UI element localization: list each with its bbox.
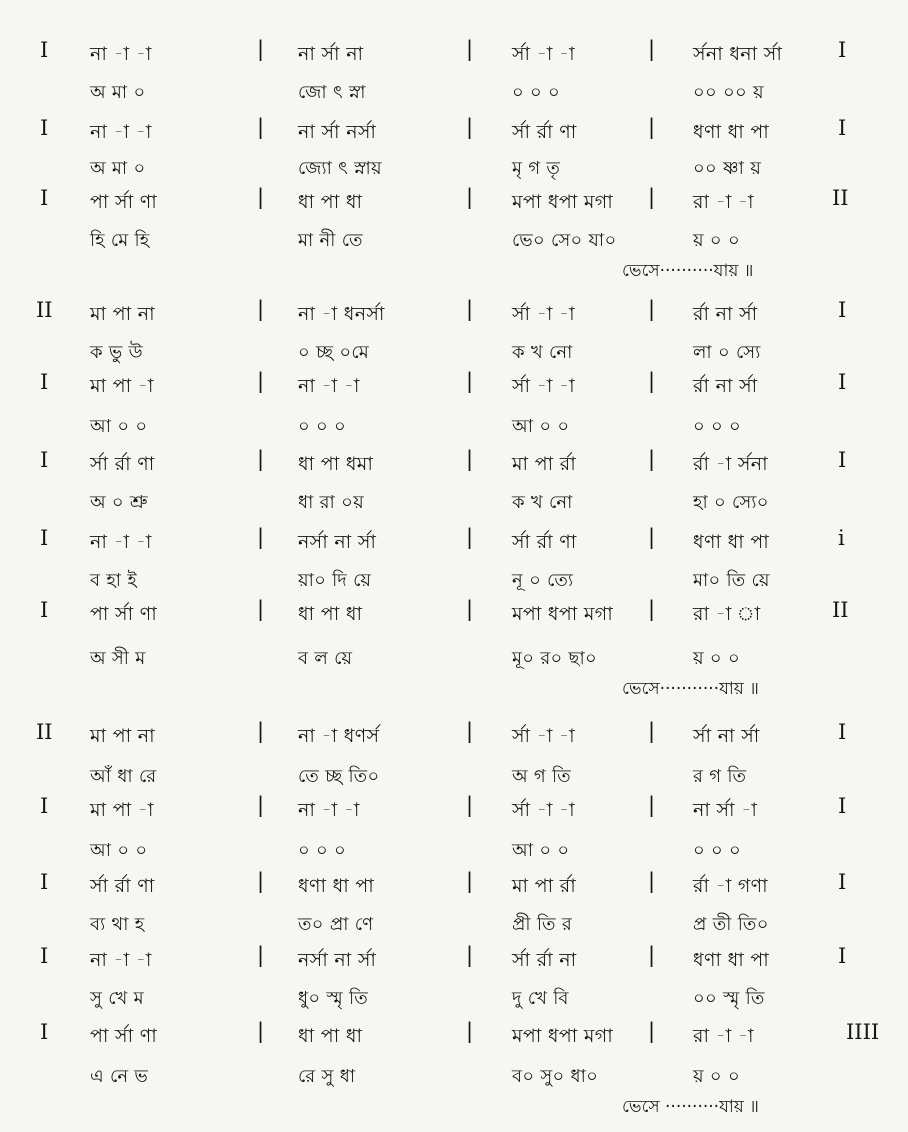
lyric-group: য় ০ ০ bbox=[693, 1066, 740, 1087]
notation-group: পা র্সা ণা bbox=[90, 191, 158, 213]
section-ending: ভেসে··········যায় ॥ bbox=[622, 261, 754, 281]
bar-mark-start: I bbox=[40, 38, 49, 62]
notation-row bbox=[0, 294, 908, 334]
beat-separator: | bbox=[466, 369, 474, 393]
bar-mark-end: I bbox=[838, 794, 847, 818]
notation-group: মা পা -া bbox=[90, 375, 154, 397]
bar-mark-end: I bbox=[838, 448, 847, 472]
notation-row bbox=[0, 594, 908, 634]
lyric-group: ভে০ সে০ যা০ bbox=[512, 230, 617, 251]
beat-separator: | bbox=[257, 115, 265, 139]
notation-group: মা পা র্রা bbox=[512, 875, 577, 897]
notation-group: ধা পা ধা bbox=[298, 191, 363, 213]
lyric-group: আ ০ ০ bbox=[90, 840, 148, 861]
lyric-group: ব০ সু০ ধা০ bbox=[512, 1066, 599, 1087]
beat-separator: | bbox=[466, 525, 474, 549]
lyric-row bbox=[0, 72, 908, 112]
lyric-group: ০ ০ ০ bbox=[512, 82, 561, 103]
notation-group: মপা ধপা মগা bbox=[512, 191, 614, 213]
notation-group: র্রা -া গণা bbox=[693, 875, 768, 897]
bar-mark-start: II bbox=[36, 298, 53, 322]
lyric-group: ধা রা ০য় bbox=[298, 492, 364, 513]
bar-mark-start: II bbox=[36, 720, 53, 744]
lyric-group: এ নে ভ bbox=[90, 1066, 149, 1087]
lyric-group: দু খে বি bbox=[512, 988, 569, 1009]
notation-group: র্সা র্রা ণা bbox=[90, 453, 155, 475]
notation-group: ধণা ধা পা bbox=[693, 949, 770, 971]
notation-group: মা পা না bbox=[90, 303, 155, 325]
lyric-group: ০ ০ ০ bbox=[298, 840, 347, 861]
lyric-group: আ ০ ০ bbox=[90, 416, 148, 437]
notation-group: র্সা -া -া bbox=[512, 725, 575, 747]
lyric-group: ক খ নো bbox=[512, 342, 573, 363]
notation-row bbox=[0, 34, 908, 74]
notation-row bbox=[0, 182, 908, 222]
lyric-group: য় ০ ০ bbox=[693, 648, 740, 669]
beat-separator: | bbox=[648, 369, 656, 393]
notation-group: না র্সা না bbox=[298, 43, 364, 65]
notation-group: না -া -া bbox=[90, 121, 152, 143]
lyric-group: ০ ০ ০ bbox=[693, 416, 742, 437]
beat-separator: | bbox=[466, 447, 474, 471]
lyric-row bbox=[0, 978, 908, 1018]
beat-separator: | bbox=[257, 297, 265, 321]
beat-separator: | bbox=[257, 869, 265, 893]
notation-group: না -া ধণর্স bbox=[298, 725, 380, 747]
bar-mark-start: I bbox=[40, 870, 49, 894]
beat-separator: | bbox=[466, 1019, 474, 1043]
beat-separator: | bbox=[466, 297, 474, 321]
notation-group: না র্সা নর্সা bbox=[298, 121, 377, 143]
notation-group: র্রা না র্সা bbox=[693, 303, 758, 325]
beat-separator: | bbox=[466, 719, 474, 743]
section-ending: ভেসে ··········যায় ॥ bbox=[622, 1097, 759, 1117]
lyric-group: জো ৎ স্না bbox=[298, 82, 366, 103]
beat-separator: | bbox=[648, 943, 656, 967]
beat-separator: | bbox=[648, 793, 656, 817]
notation-group: না র্সা -া bbox=[693, 799, 758, 821]
lyric-group: য় ০ ০ bbox=[693, 230, 740, 251]
lyric-group: ক খ নো bbox=[512, 492, 573, 513]
notation-row bbox=[0, 716, 908, 756]
lyric-row bbox=[0, 904, 908, 944]
bar-mark-end: I bbox=[838, 870, 847, 894]
lyric-group: অ ০ শ্রু bbox=[90, 492, 148, 513]
beat-separator: | bbox=[648, 719, 656, 743]
beat-separator: | bbox=[648, 115, 656, 139]
lyric-group: ত০ প্রা ণে bbox=[298, 914, 374, 935]
beat-separator: | bbox=[648, 447, 656, 471]
beat-separator: | bbox=[466, 793, 474, 817]
beat-separator: | bbox=[257, 719, 265, 743]
lyric-group: আ ০ ০ bbox=[512, 416, 570, 437]
lyric-group: হা ০ স্যে০ bbox=[693, 492, 769, 513]
notation-group: ধণা ধা পা bbox=[298, 875, 375, 897]
bar-mark-start: I bbox=[40, 186, 49, 210]
beat-separator: | bbox=[466, 37, 474, 61]
beat-separator: | bbox=[257, 447, 265, 471]
lyric-group: র গ তি bbox=[693, 766, 747, 787]
lyric-row bbox=[0, 482, 908, 522]
lyric-group: ব হা ই bbox=[90, 570, 138, 591]
lyric-group: মূ০ র০ ছা০ bbox=[512, 648, 597, 669]
beat-separator: | bbox=[257, 597, 265, 621]
notation-group: র্সা -া -া bbox=[512, 799, 575, 821]
notation-group: র্সা -া -া bbox=[512, 43, 575, 65]
notation-group: র্সা র্রা ণা bbox=[512, 531, 577, 553]
lyric-group: জ্যো ৎ স্নায় bbox=[298, 158, 382, 179]
beat-separator: | bbox=[648, 597, 656, 621]
lyric-row bbox=[0, 638, 908, 678]
lyric-group: অ মা ০ bbox=[90, 82, 146, 103]
beat-separator: | bbox=[466, 869, 474, 893]
beat-separator: | bbox=[648, 185, 656, 209]
lyric-group: লা ০ স্যে bbox=[693, 342, 761, 363]
lyric-group: নূ ০ ত্যে bbox=[512, 570, 574, 591]
beat-separator: | bbox=[648, 297, 656, 321]
lyric-group: আঁ ধা রে bbox=[90, 766, 157, 787]
notation-group: র্সা র্রা ণা bbox=[90, 875, 155, 897]
lyric-row bbox=[0, 830, 908, 870]
beat-separator: | bbox=[257, 525, 265, 549]
lyric-group: মৃ গ তৃ bbox=[512, 158, 561, 179]
bar-mark-end: I bbox=[838, 38, 847, 62]
beat-separator: | bbox=[648, 869, 656, 893]
section-ending: ভেসে···········যায় ॥ bbox=[622, 679, 759, 699]
lyric-group: য়া০ দি য়ে bbox=[298, 570, 372, 591]
lyric-group: প্রী তি র bbox=[512, 914, 573, 935]
notation-row bbox=[0, 444, 908, 484]
bar-mark-start: I bbox=[40, 794, 49, 818]
notation-row bbox=[0, 866, 908, 906]
notation-group: ধণা ধা পা bbox=[693, 531, 770, 553]
notation-group: মপা ধপা মগা bbox=[512, 1025, 614, 1047]
lyric-group: ব ল য়ে bbox=[298, 648, 353, 669]
beat-separator: | bbox=[648, 1019, 656, 1043]
lyric-group: ০০ ০০ য় bbox=[693, 82, 764, 103]
lyric-group: অ গ তি bbox=[512, 766, 571, 787]
notation-group: রা -া -া bbox=[693, 191, 754, 213]
beat-separator: | bbox=[466, 115, 474, 139]
lyric-group: ০০ স্মৃ তি bbox=[693, 988, 765, 1009]
lyric-group: সু খে ম bbox=[90, 988, 144, 1009]
beat-separator: | bbox=[257, 185, 265, 209]
notation-group: ধা পা ধা bbox=[298, 1025, 363, 1047]
notation-group: র্সা র্রা না bbox=[512, 949, 577, 971]
notation-group: না -া -া bbox=[90, 43, 152, 65]
notation-group: না -া -া bbox=[90, 949, 152, 971]
notation-group: মা পা না bbox=[90, 725, 155, 747]
bar-mark-start: I bbox=[40, 598, 49, 622]
bar-mark-start: I bbox=[40, 1020, 49, 1044]
bar-mark-start: I bbox=[40, 944, 49, 968]
notation-row bbox=[0, 790, 908, 830]
beat-separator: | bbox=[648, 525, 656, 549]
notation-group: র্সা র্রা ণা bbox=[512, 121, 577, 143]
bar-mark-end: II bbox=[832, 186, 849, 210]
notation-group: র্সা -া -া bbox=[512, 375, 575, 397]
bar-mark-end: IIII bbox=[846, 1020, 880, 1044]
lyric-group: ধু০ স্মৃ তি bbox=[298, 988, 369, 1009]
lyric-group: রে সু ধা bbox=[298, 1066, 356, 1087]
beat-separator: | bbox=[257, 943, 265, 967]
bar-mark-start: I bbox=[40, 448, 49, 472]
notation-group: মপা ধপা মগা bbox=[512, 603, 614, 625]
beat-separator: | bbox=[257, 37, 265, 61]
lyric-group: ০ ০ ০ bbox=[693, 840, 742, 861]
notation-row bbox=[0, 366, 908, 406]
bar-mark-end: I bbox=[838, 298, 847, 322]
lyric-group: ব্য থা হ bbox=[90, 914, 145, 935]
notation-row bbox=[0, 1016, 908, 1056]
lyric-group: ০০ ষ্ণা য় bbox=[693, 158, 762, 179]
bar-mark-end: i bbox=[838, 526, 845, 550]
notation-group: না -া -া bbox=[90, 531, 152, 553]
bar-mark-end: I bbox=[838, 720, 847, 744]
notation-group: র্সা না র্সা bbox=[693, 725, 760, 747]
bar-mark-start: I bbox=[40, 370, 49, 394]
lyric-group: মা নী তে bbox=[298, 230, 363, 251]
beat-separator: | bbox=[257, 1019, 265, 1043]
beat-separator: | bbox=[466, 185, 474, 209]
bar-mark-end: I bbox=[838, 370, 847, 394]
beat-separator: | bbox=[257, 369, 265, 393]
notation-group: নর্সা না র্সা bbox=[298, 949, 377, 971]
bar-mark-start: I bbox=[40, 116, 49, 140]
notation-group: না -া -া bbox=[298, 375, 360, 397]
notation-group: নর্সা না র্সা bbox=[298, 531, 377, 553]
notation-row bbox=[0, 940, 908, 980]
notation-group: র্সা -া -া bbox=[512, 303, 575, 325]
notation-group: ধা পা ধমা bbox=[298, 453, 374, 475]
lyric-group: ক ভু উ bbox=[90, 342, 143, 363]
lyric-group: ০ ০ ০ bbox=[298, 416, 347, 437]
notation-group: না -া ধনর্সা bbox=[298, 303, 385, 325]
notation-group: না -া -া bbox=[298, 799, 360, 821]
bar-mark-end: I bbox=[838, 944, 847, 968]
notation-group: ধা পা ধা bbox=[298, 603, 363, 625]
beat-separator: | bbox=[466, 597, 474, 621]
beat-separator: | bbox=[466, 943, 474, 967]
lyric-row bbox=[0, 406, 908, 446]
notation-row bbox=[0, 522, 908, 562]
notation-group: পা র্সা ণা bbox=[90, 603, 158, 625]
notation-group: মা পা -া bbox=[90, 799, 154, 821]
lyric-row bbox=[0, 220, 908, 260]
lyric-group: তে চ্ছ তি০ bbox=[298, 766, 380, 787]
lyric-row bbox=[0, 1056, 908, 1096]
notation-group: মা পা র্রা bbox=[512, 453, 577, 475]
bar-mark-end: II bbox=[832, 598, 849, 622]
notation-group: র্সনা ধনা র্সা bbox=[693, 43, 783, 65]
notation-group: রা -া -া bbox=[693, 1025, 754, 1047]
beat-separator: | bbox=[648, 37, 656, 61]
lyric-group: আ ০ ০ bbox=[512, 840, 570, 861]
notation-group: ধণা ধা পা bbox=[693, 121, 770, 143]
lyric-group: ০ চ্ছ ০মে bbox=[298, 342, 369, 363]
lyric-group: অ সী ম bbox=[90, 648, 146, 669]
lyric-group: হি মে হি bbox=[90, 230, 150, 251]
bar-mark-end: I bbox=[838, 116, 847, 140]
lyric-group: অ মা ০ bbox=[90, 158, 146, 179]
lyric-group: প্র তী তি০ bbox=[693, 914, 769, 935]
notation-group: র্রা -া র্সনা bbox=[693, 453, 768, 475]
notation-group: রা -া া bbox=[693, 603, 761, 625]
notation-row bbox=[0, 112, 908, 152]
lyric-group: মা০ তি য়ে bbox=[693, 570, 770, 591]
notation-group: র্রা না র্সা bbox=[693, 375, 758, 397]
bar-mark-start: I bbox=[40, 526, 49, 550]
notation-group: পা র্সা ণা bbox=[90, 1025, 158, 1047]
beat-separator: | bbox=[257, 793, 265, 817]
